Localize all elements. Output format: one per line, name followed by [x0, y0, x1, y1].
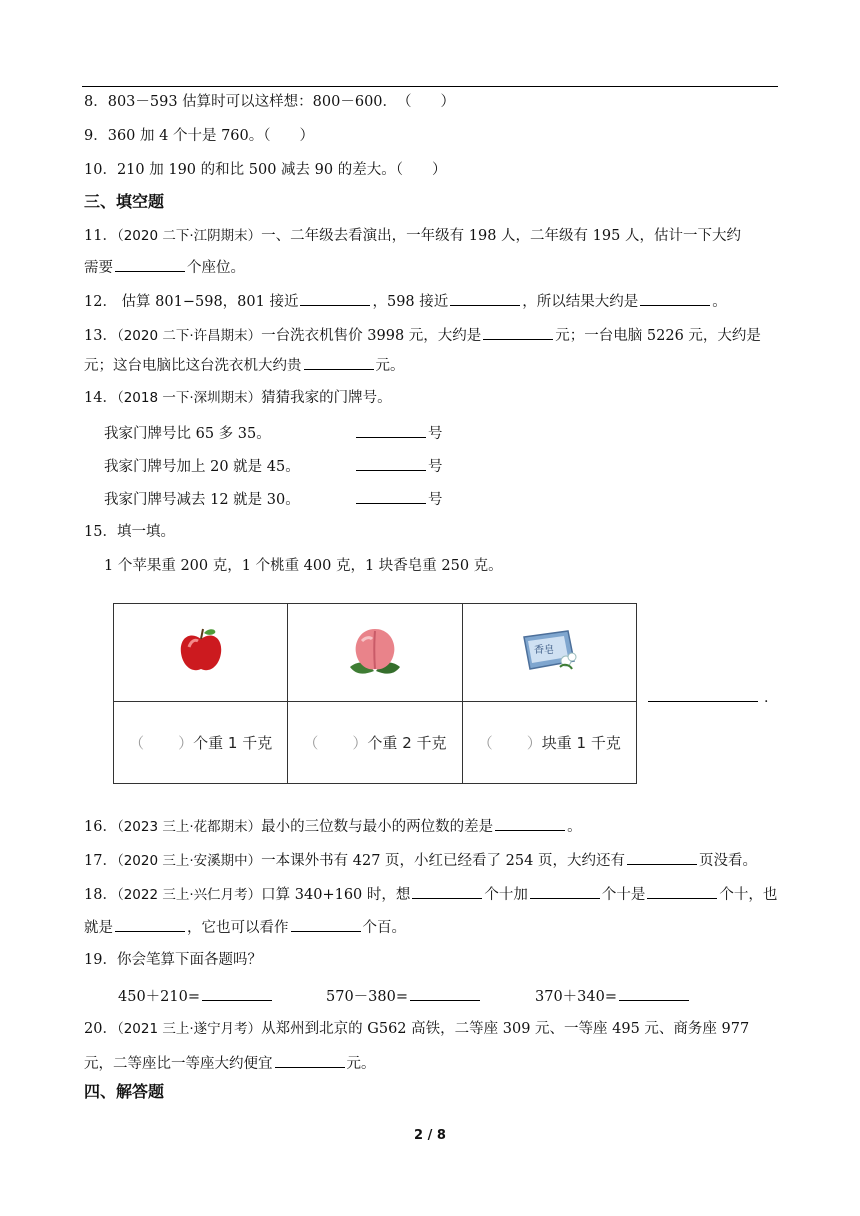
unit-text: 号	[428, 426, 443, 442]
question-text: ，它也可以看作	[187, 920, 289, 936]
item-text: 我家门牌号加上 20 就是 45。	[104, 459, 300, 475]
answer-blank[interactable]	[647, 883, 717, 899]
question-18-line2	[84, 916, 406, 938]
question-20-line2	[84, 1052, 376, 1074]
question-text: ，所以结果大约是	[522, 294, 639, 310]
question-source: （2020 二下·江阴期末）	[116, 228, 262, 244]
peach-icon	[340, 619, 410, 683]
weight-table	[113, 603, 637, 783]
question-text: 。	[567, 819, 582, 835]
question-text: 。	[712, 294, 727, 310]
question-14-item	[104, 422, 443, 444]
peach-cell	[288, 604, 462, 702]
question-text: 最小的三位数与最小的两位数的差是	[261, 819, 494, 835]
paren-open: （	[129, 734, 145, 752]
item-text: 我家门牌号比 65 多 35。	[104, 426, 271, 442]
question-19-item	[326, 985, 482, 1007]
question-text: 一台洗衣机售价 3998 元，大约是	[261, 328, 482, 344]
question-15-title: 15．填一填。	[84, 524, 175, 540]
question-11-line2	[84, 256, 245, 278]
question-text: 一本课外书有 427 页，小红已经看了 254 页，大约还有	[261, 853, 625, 869]
question-text: 个百。	[362, 920, 406, 936]
question-text: 需要	[84, 260, 113, 276]
soap-icon	[514, 623, 584, 679]
question-text: ，598 接近	[372, 294, 449, 310]
answer-blank[interactable]	[291, 916, 361, 932]
question-16	[84, 815, 582, 837]
question-14	[84, 388, 392, 408]
question-text: 一、二年级去看演出，一年级有 198 人，二年级有 195 人，估计一下大约	[261, 228, 741, 244]
trailing-dot: .	[764, 690, 769, 706]
question-19-title: 19．你会笔算下面各题吗？	[84, 952, 262, 968]
question-source: （2020 二下·许昌期末）	[116, 328, 262, 344]
question-18-line1	[84, 883, 777, 905]
answer-blank[interactable]	[530, 883, 600, 899]
question-text: 元。	[346, 1056, 376, 1072]
question-8: 8．803－593 估算时可以这样想：800－600． （ ）	[84, 94, 456, 110]
question-number: 16．	[84, 819, 117, 835]
question-source: （2018 一下·深圳期末）	[116, 390, 262, 406]
soap-cell	[462, 604, 636, 702]
question-text: 就是	[84, 920, 113, 936]
question-19-item	[118, 985, 274, 1007]
question-13-line2	[84, 354, 405, 376]
answer-blank[interactable]	[450, 290, 520, 306]
answer-blank[interactable]	[648, 701, 758, 702]
question-source: （2020 三上·安溪期中）	[116, 853, 262, 869]
question-text: 个十是	[601, 887, 646, 903]
question-text: 元。	[375, 358, 405, 374]
question-text: 元，二等座比一等座大约便宜	[84, 1056, 273, 1072]
soap-answer-cell	[462, 702, 636, 784]
question-text: 从郑州到北京的 G562 高铁，二等座 309 元、一等座 495 元、商务座 977	[261, 1021, 750, 1037]
question-15-desc: 1 个苹果重 200 克，1 个桃重 400 克，1 块香皂重 250 克。	[104, 558, 503, 574]
peach-answer-cell	[288, 702, 462, 784]
apple-cell	[114, 604, 288, 702]
paren-close: ）	[352, 734, 368, 752]
question-10: 10．210 加 190 的和比 500 减去 90 的差大。（ ）	[84, 162, 447, 178]
answer-blank[interactable]	[115, 256, 185, 272]
cell-text: 个重 2 千克	[367, 734, 447, 752]
question-text: 12． 估算 801−598，801 接近	[84, 294, 299, 310]
cell-text: 个重 1 千克	[193, 734, 273, 752]
question-9: 9．360 加 4 个十是 760。（ ）	[84, 128, 314, 144]
question-12	[84, 290, 727, 312]
question-text: 个十，也	[719, 887, 778, 903]
section-heading-fill-in: 三、填空题	[84, 192, 165, 211]
question-number: 20．	[84, 1021, 117, 1037]
question-text: 猜猜我家的门牌号。	[261, 390, 392, 406]
unit-text: 号	[428, 492, 443, 508]
question-text: 元；这台电脑比这台洗衣机大约贵	[84, 358, 302, 374]
answer-blank[interactable]	[202, 985, 272, 1001]
answer-blank[interactable]	[115, 916, 185, 932]
question-source: （2023 三上·花都期末）	[116, 819, 262, 835]
answer-blank[interactable]	[619, 985, 689, 1001]
answer-blank[interactable]	[640, 290, 710, 306]
cell-text: 块重 1 千克	[541, 734, 621, 752]
answer-blank[interactable]	[304, 354, 374, 370]
question-number: 11．	[84, 228, 117, 244]
question-number: 17．	[84, 853, 117, 869]
question-text: 口算 340+160 时，想	[261, 887, 411, 903]
answer-blank[interactable]	[495, 815, 565, 831]
soap-label: 香皂	[534, 644, 555, 656]
question-number: 18．	[84, 887, 117, 903]
question-source: （2021 三上·遂宁月考）	[116, 1021, 262, 1037]
page-number: 2 / 8	[414, 1128, 446, 1143]
paren-open: （	[477, 734, 493, 752]
question-13-line1	[84, 324, 761, 346]
answer-blank[interactable]	[412, 883, 482, 899]
paren-close: ）	[526, 734, 542, 752]
apple-icon	[171, 621, 231, 681]
unit-text: 号	[428, 459, 443, 475]
question-20-line1	[84, 1019, 749, 1039]
answer-blank[interactable]	[627, 849, 697, 865]
equation-text: 370＋340=	[535, 989, 618, 1005]
equation-text: 570－380=	[326, 989, 409, 1005]
question-text: 元；一台电脑 5226 元，大约是	[555, 328, 761, 344]
question-number: 14．	[84, 390, 117, 406]
question-11-line1	[84, 226, 741, 246]
answer-blank[interactable]	[356, 488, 426, 504]
answer-blank[interactable]	[275, 1052, 345, 1068]
question-19-item	[535, 985, 691, 1007]
answer-blank[interactable]	[410, 985, 480, 1001]
question-14-item	[104, 455, 443, 477]
question-14-item	[104, 488, 443, 510]
question-17	[84, 849, 757, 871]
answer-blank[interactable]	[356, 422, 426, 438]
equation-text: 450＋210=	[118, 989, 201, 1005]
apple-answer-cell	[114, 702, 288, 784]
section-heading-answer: 四、解答题	[84, 1082, 165, 1101]
header-rule	[82, 86, 778, 87]
question-source: （2022 三上·兴仁月考）	[116, 887, 262, 903]
item-text: 我家门牌号减去 12 就是 30。	[104, 492, 300, 508]
answer-blank[interactable]	[483, 324, 553, 340]
answer-blank[interactable]	[356, 455, 426, 471]
question-text: 个十加	[484, 887, 528, 903]
paren-open: （	[303, 734, 319, 752]
question-text: 页没看。	[698, 853, 757, 869]
paren-close: ）	[178, 734, 194, 752]
question-number: 13．	[84, 328, 117, 344]
answer-blank[interactable]	[300, 290, 370, 306]
question-text: 个座位。	[187, 260, 245, 276]
